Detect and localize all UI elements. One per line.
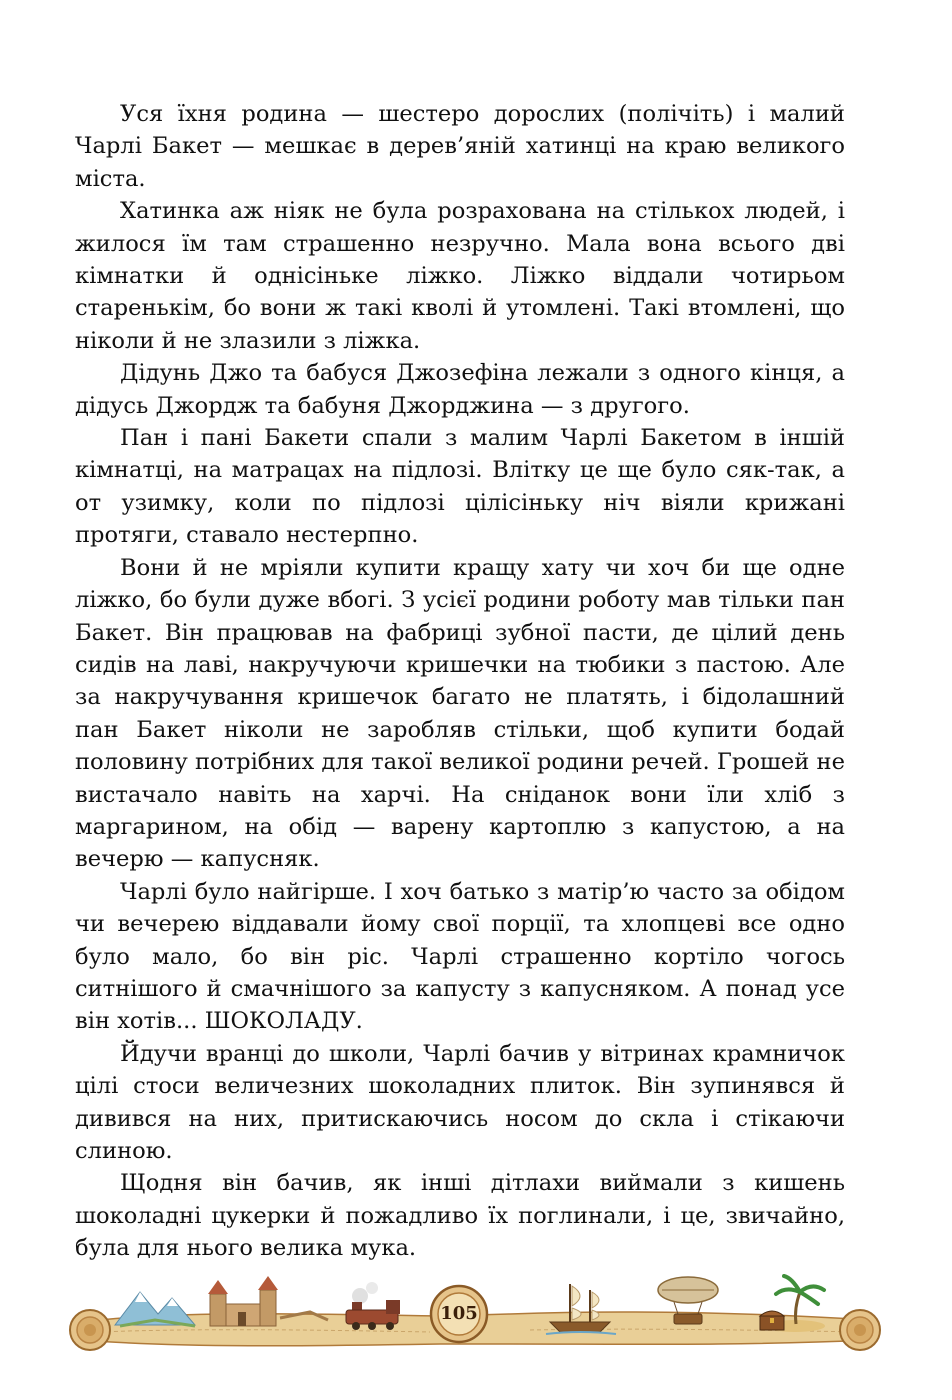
steam-train-icon	[346, 1282, 400, 1330]
mountains-icon	[115, 1292, 195, 1326]
paragraph-6: Чарлі було найгірше. І хоч батько з матір’ю часто за обідом чи вечерею віддавали йому свої порції, та хлопцеві все одно було мало, бо він ріс. Чарлі страшенно кортіло чогось ситнішого й смачнішого за капусту з капусняком. А понад усе він хотів... ШОКОЛАДУ.	[75, 878, 845, 1035]
paragraph-7: Йдучи вранці до школи, Чарлі бачив у вітринах крамничок цілі стоси величезних шоколадних плиток. Він зупинявся й дивився на них, притискаючись носом до скла і стікаючи слиною.	[75, 1040, 845, 1164]
story-text	[75, 98, 845, 1265]
paragraph-1: Уся їхня родина — шестеро дорослих (полічіть) і малий Чарлі Бакет — мешкає в дерев’яній хатинці на краю великого міста.	[75, 101, 845, 192]
paragraph-8: Щодня він бачив, як інші дітлахи виймали з кишень шоколадні цукерки й пожадливо їх поглинали, і це, звичайно, була для нього велика мука.	[75, 1170, 845, 1262]
page-number: 105	[440, 1303, 478, 1324]
paragraph-3: Дідунь Джо та бабуся Джозефіна лежали з одного кінця, а дідусь Джордж та бабуня Джорджина — з другого.	[75, 360, 845, 419]
right-medallion-icon	[840, 1310, 880, 1350]
left-medallion-icon	[70, 1310, 110, 1350]
treasure-chest-icon	[760, 1311, 784, 1330]
paragraph-5: Вони й не мріяли купити кращу хату чи хоч би ще одне ліжко, бо були дуже вбогі. З усієї родини роботу мав тільки пан Бакет. Він працював на фабриці зубної пасти, де цілий день сидів на лаві, накручуючи кришечки на тюбики з пастою. Але за накручування кришечок багато не платять, і бідолашний пан Бакет ніколи не заробляв стільки, щоб купити бодай половину потрібних для такої великої родини речей. Грошей не вистачало навіть на харчі. На сніданок вони їли хліб з маргарином, на обід — варену картоплю з капустою, а на вечерю — капусняк.	[75, 554, 845, 873]
paragraph-4: Пан і пані Бакети спали з малим Чарлі Бакетом в іншій кімнатці, на матрацах на підлозі. Влітку це ще було сяк-так, а от узимку, коли по підлозі цілісіньку ніч віяли крижані протяги, ставало нестерпно.	[75, 425, 845, 549]
sailing-ship-icon	[546, 1284, 616, 1334]
paragraph-2: Хатинка аж ніяк не була розрахована на стількох людей, і жилося їм там страшенно незручно. Мала вона всього дві кімнатки й однісіньке ліжко. Ліжко віддали чотирьом старенькім, бо вони ж такі кволі й утомлені. Такі втомлені, що ніколи й не злазили з ліжка.	[75, 198, 845, 354]
